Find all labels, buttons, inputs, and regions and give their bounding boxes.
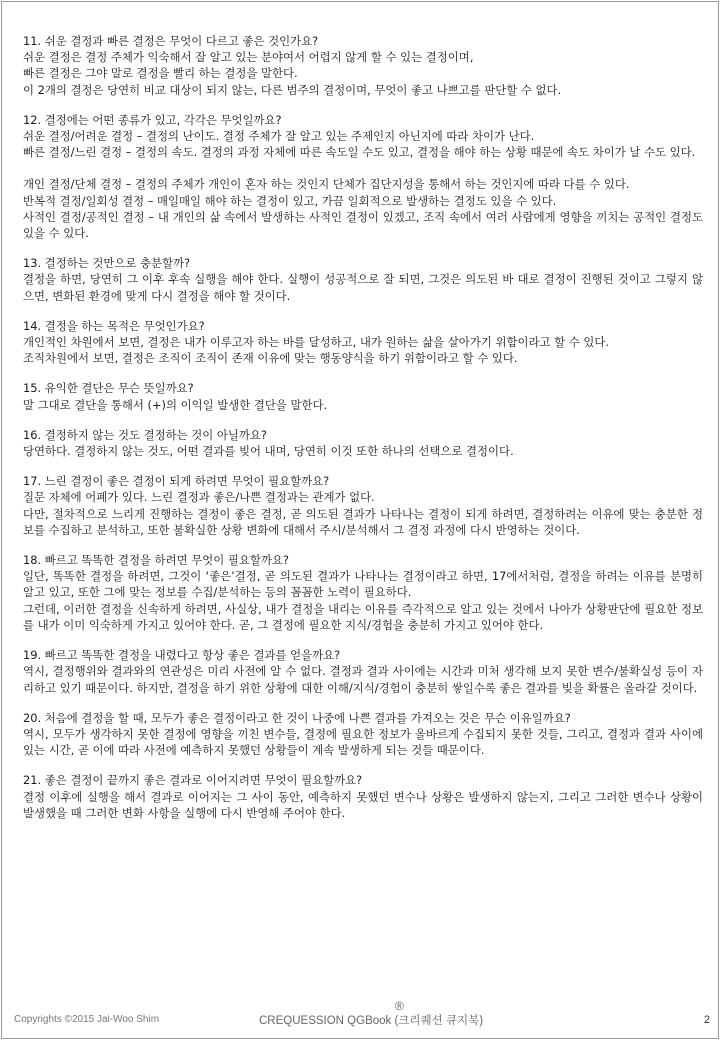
answer-paragraph: 개인 결정/단체 결정 – 결정의 주체가 개인이 혼자 하는 것인지 단체가 집단지성을 통해서 하는 것인지에 따라 다를 수 있다. — [23, 177, 630, 192]
qa-section — [23, 380, 703, 412]
answer-paragraph: 결정 이후에 실행을 해서 결과로 이어지는 그 사이 동안, 예측하지 못했던 변수나 상황은 발생하지 않는지, 그리고 그러한 변수나 상황이 발생했을 때 그러한 변화 사항을 실행에 다시 반영해 주어야 한다. — [23, 789, 703, 820]
answer-paragraph: 사적인 결정/공적인 결정 – 내 개인의 삶 속에서 발생하는 사적인 결정이 있겠고, 조직 속에서 여러 사람에게 영향을 끼치는 공적인 결정도 있을 수 있다. — [23, 209, 703, 241]
question-heading: 21. 좋은 결정이 끝까지 좋은 결과로 이어지려면 무엇이 필요할까요? — [23, 773, 363, 788]
answer-paragraph: 쉬운 결정/어려운 결정 – 결정의 난이도. 결정 주체가 잘 알고 있는 주제인지 아닌지에 따라 차이가 난다. — [23, 129, 535, 144]
answer-paragraph: 빠른 결정/느린 결정 – 결정의 속도. 결정의 과정 자체에 따른 속도일 수도 있고, 결정을 해야 하는 상황 때문에 속도 차이가 날 수도 있다. — [23, 145, 696, 160]
copyright-text: Copyrights ©2015 Jai-Woo Shim — [14, 1014, 160, 1025]
question-heading: 13. 결정하는 것만으로 충분할까? — [23, 256, 191, 271]
question-heading: 15. 유익한 결단은 무슨 뜻일까요? — [23, 381, 194, 396]
qa-section — [23, 647, 703, 696]
question-heading: 20. 처음에 결정을 할 때, 모두가 좋은 결정이라고 한 것이 나중에 나쁜 결과를 가져오는 것은 무슨 이유일까요? — [23, 710, 571, 725]
question-heading: 17. 느린 결정이 좋은 결정이 되게 하려면 무엇이 필요할까요? — [23, 474, 330, 489]
registered-mark: ® — [395, 999, 404, 1013]
question-heading: 18. 빠르고 똑똑한 결정을 하려면 무엇이 필요할까요? — [23, 553, 289, 568]
question-heading: 19. 빠르고 똑똑한 결정을 내렸다고 항상 좋은 결과를 얻을까요? — [23, 648, 341, 663]
question-heading: 11. 쉬운 결정과 빠른 결정은 무엇이 다르고 좋은 것인가요? — [23, 34, 319, 48]
answer-paragraph: 다만, 절차적으로 느리게 진행하는 결정이 좋은 결정, 곧 의도된 결과가 나타나는 결정이 되게 하려면, 결정하려는 이유에 맞는 충분한 정보를 수집하고 분석하고, 또한 불확실한 상황 변화에 대해서 주시/분석해서 그 결정 과정에 다시 반영하는 것이다. — [23, 506, 703, 537]
answer-paragraph: 이 2개의 결정은 당연히 비교 대상이 되지 않는, 다른 범주의 결정이며, 무엇이 좋고 나쁘고를 판단할 수 없다. — [23, 82, 562, 97]
answer-paragraph: 일단, 똑똑한 결정을 하려면, 그것이 ‘좋은’결정, 곧 의도된 결과가 나타나는 결정이라고 하면, 17에서처럼, 결정을 하려는 이유를 분명히 알고 있고, 또한 그에 맞는 정보를 수집/분석하는 등의 꼼꼼한 노력이 필요하다. — [23, 569, 703, 600]
qa-section — [23, 772, 703, 821]
document-page — [1, 1, 719, 1039]
answer-paragraph: 역시, 결정행위와 결과와의 연관성은 미리 사전에 알 수 없다. 결정과 결과 사이에는 시간과 미처 생각해 보지 못한 변수/불확실성 등이 자리하고 있기 때문이다. 하지만, 결정을 하기 위한 상황에 대한 이해/지식/경험이 충분히 쌓일수록 좋은 결과를 빚을 확률은 올라갈 것이다. — [23, 664, 703, 695]
answer-paragraph: 당연하다. 결정하지 않는 것도, 어떤 결과를 빚어 내며, 당연히 이것 또한 하나의 선택으로 결정이다. — [23, 444, 514, 459]
answer-paragraph: 반복적 결정/일회성 결정 – 매일매일 해야 하는 결정이 있고, 가끔 일회적으로 발생하는 결정도 있을 수 있다. — [23, 193, 557, 208]
answer-paragraph: 개인적인 차원에서 보면, 결정은 내가 이루고자 하는 바를 달성하고, 내가 원하는 삶을 살아가기 위함이라고 할 수 있다. — [23, 335, 609, 350]
qa-section — [23, 427, 703, 459]
qa-section — [23, 318, 703, 367]
answer-paragraph: 그런데, 이러한 결정을 신속하게 하려면, 사실상, 내가 결정을 내리는 이유를 즉각적으로 알고 있는 것에서 나아가 상황판단에 필요한 정보를 내가 이미 익숙하게 가지고 있어야 한다. 곧, 그 결정에 필요한 지식/경험을 충분히 가지고 있어야 한다. — [23, 601, 703, 632]
qa-section — [23, 473, 703, 538]
answer-paragraph: 말 그대로 결단을 통해서 (+)의 이익일 발생한 결단을 말한다. — [23, 397, 328, 412]
qa-section — [23, 33, 703, 98]
book-title-text: CREQUESSION QGBook (크리퀘션 큐지북) — [259, 1015, 484, 1027]
answer-paragraph: 빠른 결정은 그야 말로 결정을 빨리 하는 결정을 말한다. — [23, 66, 298, 81]
answer-paragraph: 질문 자체에 어폐가 있다. 느린 결정과 좋은/나쁜 결정과는 관계가 없다. — [23, 490, 375, 505]
answer-paragraph: 쉬운 결정은 결정 주체가 익숙해서 잘 알고 있는 분야여서 어렵지 않게 할 수 있는 결정이며, — [23, 50, 474, 65]
document-body — [23, 33, 703, 835]
question-heading: 14. 결정을 하는 목적은 무엇인가요? — [23, 318, 205, 333]
page-number: 2 — [703, 1014, 710, 1026]
book-title — [259, 999, 484, 1028]
question-heading: 16. 결정하지 않는 것도 결정하는 것이 아닐까요? — [23, 427, 267, 442]
question-heading: 12. 결정에는 어떤 종류가 있고, 각각은 무엇일까요? — [23, 112, 282, 127]
qa-section — [23, 255, 703, 304]
qa-section — [23, 552, 703, 633]
answer-paragraph: 조직차원에서 보면, 결정은 조직이 조직이 존재 이유에 맞는 행동양식을 하기 위함이라고 할 수 있다. — [23, 351, 518, 366]
qa-section — [23, 710, 703, 759]
answer-paragraph: 결정을 하면, 당연히 그 이후 후속 실행을 해야 한다. 실행이 성공적으로 잘 되면, 그것은 의도된 바 대로 결정이 진행된 것이고 그렇지 않으면, 변화된 환경에 맞게 다시 결정을 해야 할 것이다. — [23, 272, 703, 303]
qa-section — [23, 112, 703, 241]
answer-paragraph: 역시, 모두가 생각하지 못한 결정에 영향을 끼친 변수들, 결정에 필요한 정보가 올바르게 수집되지 못한 것들, 그리고, 결정과 결과 사이에 있는 시간, 곧 이에 따라 사전에 예측하지 못했던 상황들이 계속 발생하게 되는 것들 때문이다. — [23, 726, 703, 758]
